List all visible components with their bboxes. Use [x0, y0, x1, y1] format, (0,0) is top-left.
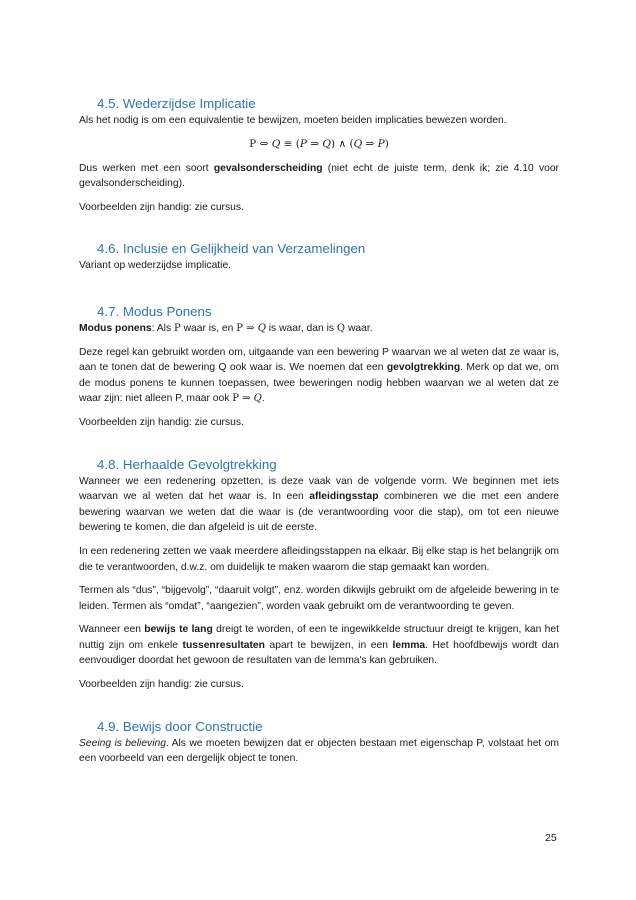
- paragraph: Seeing is believing. Als we moeten bewijzen dat er objecten bestaan met eigenschap P, volstaat het om een voorbeeld van een dergelijk object te tonen.: [79, 737, 559, 765]
- section-heading: 4.9. Bewijs door Constructie: [97, 718, 263, 734]
- bold-term: tussenresultaten: [182, 639, 265, 651]
- bold-term: bewijs te lang: [144, 624, 213, 636]
- paragraph: Termen als “dus”, “bijgevolg”, “daaruit volgt”, enz. worden dikwijls gebruikt om de afgeleide bewering in te leiden. Termen als “omdat”, “aangezien”, worden vaak gebruikt om de verantwoording te geven.: [79, 585, 559, 612]
- page-number: 25: [545, 832, 557, 844]
- math-inline: P ⇒ 𝑄: [236, 322, 266, 334]
- italic-term: Seeing is believing: [79, 737, 166, 749]
- paragraph: Variant op wederzijdse implicatie.: [79, 260, 232, 272]
- paragraph: Voorbeelden zijn handig: zie cursus.: [79, 201, 244, 213]
- bold-term: gevalsonderscheiding: [213, 162, 323, 174]
- paragraph: Voorbeelden zijn handig: zie cursus.: [79, 679, 244, 691]
- paragraph: Wanneer we een redenering opzetten, is deze vaak van de volgende vorm. We beginnen met iets waarvan we al weten dat het waar is. In een afleidingsstap combineren we die met een andere bewering waarvan we weten dat die waar is (de verantwoording voor die stap), om tot een nieuwe bewering te komen, die dan afgeleid is uit de eerste.: [79, 475, 559, 534]
- section-heading: 4.7. Modus Ponens: [97, 303, 212, 319]
- paragraph: Deze regel kan gebruikt worden om, uitgaande van een bewering P waarvan we al weten dat ze waar is, aan te tonen dat de bewering Q ook waar is. We noemen dat een gevolgtrekking. Merk op dat we, om de modus ponens te kunnen toepassen, twee beweringen nodig hebben waarvan we al weten dat ze waar zijn: niet alleen P, maar ook P ⇒ 𝑄.: [79, 346, 559, 405]
- paragraph: Voorbeelden zijn handig: zie cursus.: [79, 416, 244, 428]
- section-4-8: [79, 457, 559, 693]
- paragraph: Wanneer een bewijs te lang dreigt te worden, of een te ingewikkelde structuur dreigt te krijgen, kan het nuttig zijn om enkele tussenresultaten apart te bewijzen, in een lemma. Het hoofdbewijs wordt dan eenvoudiger doordat het gewoon de resultaten van de lemma's kan gebruiken.: [79, 624, 559, 667]
- section-4-5: [79, 96, 559, 215]
- section-heading: 4.8. Herhaalde Gevolgtrekking: [97, 456, 277, 472]
- bold-term: afleidingsstap: [309, 491, 379, 503]
- section-heading: 4.5. Wederzijdse Implicatie: [97, 96, 256, 111]
- formula: P ⇔ 𝑄 ≡ (𝑃 ⇒ 𝑄) ∧ (𝑄 ⇒ 𝑃): [249, 137, 389, 150]
- paragraph: Als het nodig is om een equivalentie te bewijzen, moeten beiden implicaties bewezen worden.: [79, 115, 507, 126]
- bold-term: lemma: [392, 639, 426, 651]
- section-4-6: [79, 241, 559, 274]
- section-4-7: [79, 304, 559, 431]
- section-heading: 4.6. Inclusie en Gelijkheid van Verzamelingen: [97, 241, 366, 257]
- paragraph: Modus ponens: Als P waar is, en P ⇒ 𝑄 is waar, dan is Q waar.: [79, 322, 373, 334]
- bold-term: Modus ponens: [79, 322, 152, 334]
- math-inline: P ⇒ 𝑄: [232, 393, 262, 405]
- paragraph: Dus werken met een soort gevalsonderscheiding (niet echt de juiste term, denk ik; zie 4.10 voor gevalsonderscheiding).: [79, 162, 559, 190]
- math-inline: Q: [336, 322, 346, 334]
- document-page: [79, 96, 559, 793]
- math-inline: P: [173, 322, 181, 334]
- paragraph: In een redenering zetten we vaak meerdere afleidingsstappen na elkaar. Bij elke stap is het belangrijk om die te verantwoorden, d.w.z. om duidelijk te maken waarom die stap gemaakt kan worden.: [79, 545, 559, 573]
- bold-term: gevolgtrekking: [386, 362, 461, 374]
- section-4-9: [79, 719, 559, 767]
